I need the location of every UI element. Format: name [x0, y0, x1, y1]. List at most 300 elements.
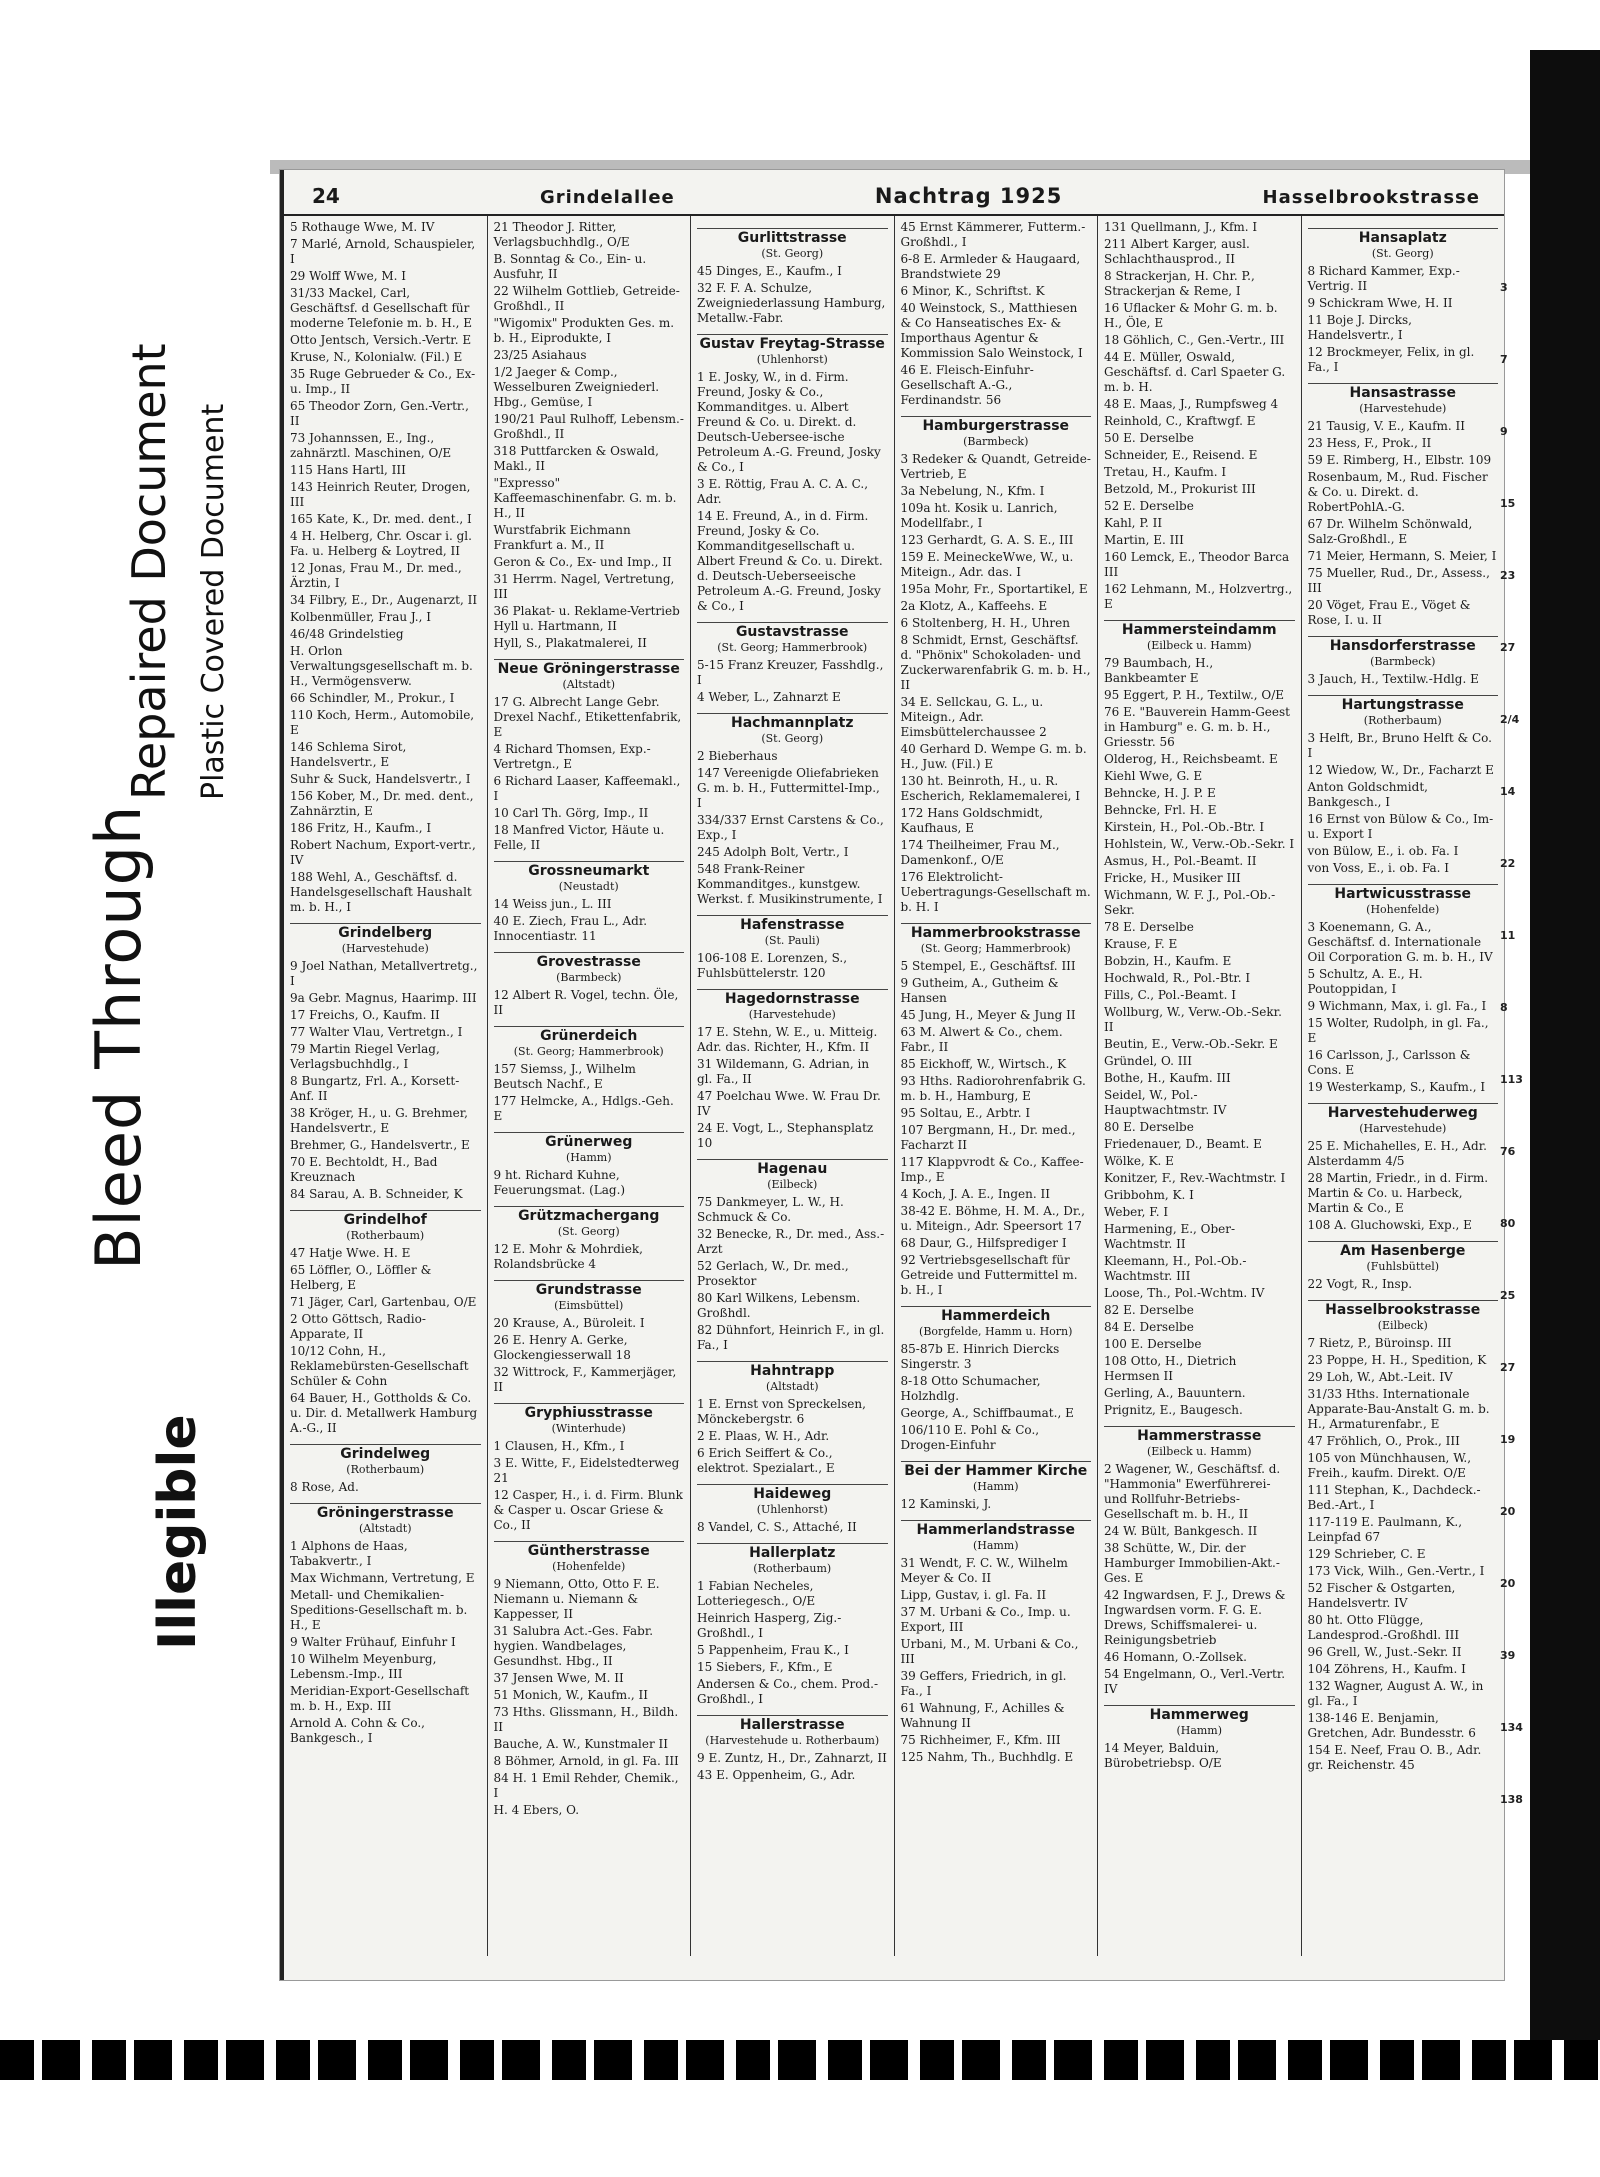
directory-entry: Arnold A. Cohn & Co., Bankgesch., I	[290, 1716, 425, 1745]
directory-entry: 28 Martin, Friedr., in d. Firm. Martin & Co. u. Harbeck, Martin & Co., E	[1307, 1171, 1489, 1215]
directory-entry: 117-119 E. Paulmann, K., Leinpfad 67	[1307, 1515, 1463, 1544]
street-section-heading	[290, 923, 481, 955]
street-name: Hammersteindamm	[1121, 622, 1277, 638]
directory-entry: Schneider, E., Reisend. E	[1104, 448, 1258, 462]
directory-entry: 93 Hths. Radiorohrenfabrik G. m. b. H., Hamburg, E	[900, 1074, 1086, 1103]
directory-entry: 130 ht. Beinroth, H., u. R. Escherich, Reklamemalerei, I	[900, 774, 1081, 803]
directory-entry: 73 Johannssen, E., Ing., zahnärztl. Maschinen, O/E	[290, 431, 452, 460]
directory-entry: 105 von Münchhausen, W., Freih., kaufm. Direkt. O/E	[1307, 1451, 1472, 1480]
street-section-heading	[494, 1541, 685, 1573]
directory-column	[691, 216, 895, 1956]
directory-entry: 172 Hans Goldschmidt, Kaufhaus, E	[900, 806, 1044, 835]
page-header	[284, 170, 1504, 216]
district-name: (Eimsbüttel)	[554, 1299, 624, 1312]
directory-entry: Behncke, H. J. P. E	[1104, 786, 1216, 800]
directory-entry: 35 Ruge Gebrueder & Co., Ex- u. Imp., II	[290, 367, 476, 396]
peek-number: 14	[1500, 785, 1516, 798]
directory-entry: 186 Fritz, H., Kaufm., I	[290, 821, 432, 835]
peek-number: 23	[1500, 569, 1516, 582]
directory-entry: 26 E. Henry A. Gerke, Glockengiesserwall 18	[493, 1333, 631, 1362]
district-name: (Fuhlsbüttel)	[1366, 1260, 1440, 1273]
directory-entry: 71 Meier, Hermann, S. Meier, I	[1307, 549, 1497, 563]
peek-number: 3	[1500, 281, 1508, 294]
directory-entry: 147 Vereenigde Oliefabrieken G. m. b. H., Futtermittel-Imp., I	[697, 766, 880, 810]
directory-entry: 6 Erich Seiffert & Co., elektrot. Spezialart., E	[697, 1446, 835, 1475]
directory-entry: 12 Albert R. Vogel, techn. Öle, II	[493, 988, 679, 1017]
directory-entry: 109a ht. Kosik u. Lanrich, Modellfabr., I	[900, 501, 1058, 530]
street-section-heading	[1104, 1705, 1295, 1737]
directory-entry: 79 Martin Riegel Verlag, Verlagsbuchhdlg., I	[290, 1042, 440, 1071]
directory-entry: 38-42 E. Böhme, H. M. A., Dr., u. Miteign., Adr. Speersort 17	[900, 1204, 1085, 1233]
directory-entry: 12 Kaminski, J.	[900, 1497, 992, 1511]
directory-entry: 104 Zöhrens, H., Kaufm. I	[1307, 1662, 1466, 1676]
street-name: Hasselbrookstrasse	[1325, 1302, 1481, 1318]
street-section-heading	[901, 1306, 1092, 1338]
street-name: Hagedornstrasse	[724, 991, 860, 1007]
directory-entry: Bothe, H., Kaufm. III	[1104, 1071, 1231, 1085]
directory-entry: Kruse, N., Kolonialw. (Fil.) E	[290, 350, 463, 364]
district-name: (Eilbeck u. Hamm)	[1146, 639, 1252, 652]
directory-entry: 106/110 E. Pohl & Co., Drogen-Einfuhr	[900, 1423, 1040, 1452]
directory-entry: Reinhold, C., Kraftwgf. E	[1104, 414, 1256, 428]
directory-entry: H. 4 Ebers, O.	[493, 1803, 580, 1817]
street-section-heading	[1104, 1426, 1295, 1458]
directory-entry: 4 Koch, J. A. E., Ingen. II	[900, 1187, 1050, 1201]
directory-entry: 1 Clausen, H., Kfm., I	[493, 1439, 625, 1453]
directory-entry: 9 Wichmann, Max, i. gl. Fa., I	[1307, 999, 1487, 1013]
directory-entry: 131 Quellmann, J., Kfm. I	[1104, 220, 1258, 234]
directory-entry: 18 Göhlich, C., Gen.-Vertr., III	[1104, 333, 1285, 347]
street-section-heading	[494, 1132, 685, 1164]
directory-entry: 174 Theilheimer, Frau M., Damenkonf., O/E	[900, 838, 1060, 867]
street-name: Hammerweg	[1149, 1707, 1249, 1723]
district-name: (Altstadt)	[765, 1380, 819, 1393]
directory-entry: 12 E. Mohr & Mohrdiek, Rolandsbrücke 4	[493, 1242, 643, 1271]
directory-entry: 46 Homann, O.-Zollsek.	[1104, 1650, 1247, 1664]
directory-entry: Gribbohm, K. I	[1104, 1188, 1194, 1202]
street-section-heading	[697, 1361, 888, 1393]
street-name: Grützmachergang	[518, 1208, 660, 1224]
directory-entry: 19 Westerkamp, S., Kaufm., I	[1307, 1080, 1486, 1094]
directory-entry: 9a Gebr. Magnus, Haarimp. III	[290, 991, 477, 1005]
peek-number: 27	[1500, 641, 1516, 654]
district-name: (St. Pauli)	[764, 934, 820, 947]
district-name: (Borgfelde, Hamm u. Horn)	[919, 1325, 1073, 1338]
directory-entry: 6 Stoltenberg, H. H., Uhren	[900, 616, 1070, 630]
street-name: Hagenau	[757, 1161, 828, 1177]
street-section-heading	[697, 1715, 888, 1747]
street-name: Grundstrasse	[535, 1282, 642, 1298]
directory-entry: 132 Wagner, August A. W., in gl. Fa., I	[1307, 1679, 1484, 1708]
directory-entry: 9 Niemann, Otto, Otto F. E. Niemann u. Niemann & Kappesser, II	[493, 1577, 660, 1621]
directory-entry: 47 Fröhlich, O., Prok., III	[1307, 1434, 1460, 1448]
directory-entry: 7 Rietz, P., Büroinsp. III	[1307, 1336, 1452, 1350]
directory-entry: 20 Krause, A., Büroleit. I	[493, 1316, 645, 1330]
directory-entry: Lipp, Gustav, i. gl. Fa. II	[900, 1588, 1047, 1602]
directory-entry: 12 Casper, H., i. d. Firm. Blunk & Casper u. Oscar Griese & Co., II	[493, 1488, 683, 1532]
directory-entry: 8 Strackerjan, H. Chr. P., Strackerjan & Reme, I	[1104, 269, 1255, 298]
directory-entry: 160 Lemck, E., Theodor Barca III	[1104, 550, 1290, 579]
directory-entry: 10 Carl Th. Görg, Imp., II	[493, 806, 649, 820]
street-name: Grindelberg	[338, 925, 433, 941]
directory-entry: 14 E. Freund, A., in d. Firm. Freund, Josky & Co. Kommanditgesellschaft u. Albert Freund & Co. u. Direkt. d. Deutsch-Ueberseeische Petroleum A.-G. Freund, Josky & Co., I	[697, 509, 883, 613]
directory-entry: Metall- und Chemikalien-Speditions-Gesellschaft m. b. H., E	[290, 1588, 468, 1632]
directory-entry: Geron & Co., Ex- und Imp., II	[493, 555, 672, 569]
district-name: (Hamm)	[972, 1539, 1019, 1552]
street-section-heading	[290, 1210, 481, 1242]
directory-entry: Wollburg, W., Verw.-Ob.-Sekr. II	[1104, 1005, 1282, 1034]
directory-entry: H. Orlon Verwaltungsgesellschaft m. b. H., Vermögensverw.	[290, 644, 473, 688]
directory-entry: Olderog, H., Reichsbeamt. E	[1104, 752, 1278, 766]
directory-entry: 1 Fabian Necheles, Lotteriegesch., O/E	[697, 1579, 816, 1608]
directory-entry: 25 E. Michahelles, E. H., Adr. Alsterdamm 4/5	[1307, 1139, 1487, 1168]
directory-entry: 65 Theodor Zorn, Gen.-Vertr., II	[290, 399, 469, 428]
directory-entry: 6 Richard Laaser, Kaffeemakl., I	[493, 774, 681, 803]
directory-entry: 5 Stempel, E., Geschäftsf. III	[900, 959, 1076, 973]
peek-number: 113	[1500, 1073, 1523, 1086]
directory-entry: Harmening, E., Ober-Wachtmstr. II	[1104, 1222, 1236, 1251]
district-name: (Winterhude)	[551, 1422, 626, 1435]
directory-entry: 84 H. 1 Emil Rehder, Chemik., I	[493, 1771, 679, 1800]
street-name: Bei der Hammer Kirche	[904, 1463, 1088, 1479]
district-name: (St. Georg; Hammerbrook)	[717, 641, 868, 654]
directory-entry: 17 Freichs, O., Kaufm. II	[290, 1008, 440, 1022]
directory-entry: 548 Frank-Reiner Kommanditges., kunstgew. Werkst. f. Musikinstrumente, I	[697, 862, 883, 906]
directory-entry: Weber, F. I	[1104, 1205, 1169, 1219]
district-name: (Hohenfelde)	[552, 1560, 626, 1573]
directory-entry: 10/12 Cohn, H., Reklamebürsten-Gesellschaft Schüler & Cohn	[290, 1344, 469, 1388]
directory-entry: 22 Vogt, R., Insp.	[1307, 1277, 1413, 1291]
directory-entry: 68 Daur, G., Hilfsprediger I	[900, 1236, 1067, 1250]
directory-entry: 176 Elektrolicht-Uebertragungs-Gesellschaft m. b. H. I	[900, 870, 1091, 914]
street-name: Hammerbrookstrasse	[910, 925, 1081, 941]
peek-number: 9	[1500, 425, 1508, 438]
district-name: (Rotherbaum)	[753, 1562, 832, 1575]
directory-entry: Prignitz, E., Baugesch.	[1104, 1403, 1243, 1417]
street-name: Gryphiusstrasse	[524, 1405, 653, 1421]
directory-entry: 80 ht. Otto Flügge, Landesprod.-Großhdl. III	[1307, 1613, 1460, 1642]
directory-entry: 318 Puttfarcken & Oswald, Makl., II	[493, 444, 659, 473]
directory-entry: 16 Ernst von Bülow & Co., Im- u. Export I	[1307, 812, 1494, 841]
directory-entry: 12 Wiedow, W., Dr., Facharzt E	[1307, 763, 1494, 777]
directory-entry: 8 Bungartz, Frl. A., Korsett-Anf. II	[290, 1074, 460, 1103]
street-name: Hartungstrasse	[1341, 697, 1464, 713]
directory-entry: 20 Vöget, Frau E., Vöget & Rose, I. u. II	[1307, 598, 1471, 627]
street-section-heading	[494, 861, 685, 893]
directory-entry: Behncke, Frl. H. E	[1104, 803, 1217, 817]
street-name: Hansaplatz	[1358, 230, 1447, 246]
directory-entry: von Bülow, E., i. ob. Fa. I	[1307, 844, 1459, 858]
street-section-heading	[901, 1520, 1092, 1552]
directory-entry: Seidel, W., Pol.-Hauptwachtmstr. IV	[1104, 1088, 1227, 1117]
directory-entry: 8-18 Otto Schumacher, Holzhdlg.	[900, 1374, 1041, 1403]
next-page-edge	[1500, 280, 1530, 1980]
directory-entry: 42 Ingwardsen, F. J., Drews & Ingwardsen vorm. F. G. E. Drews, Schiffsmalerei- u. Reinigungsbetrieb	[1104, 1588, 1286, 1647]
directory-entry: Martin, E. III	[1104, 533, 1184, 547]
directory-entry: 51 Monich, W., Kaufm., II	[493, 1688, 649, 1702]
directory-entry: 31 Wildemann, G. Adrian, in gl. Fa., II	[697, 1057, 870, 1086]
district-name: (Harvestehude)	[748, 1008, 836, 1021]
street-name: Gustav Freytag-Strasse	[699, 336, 885, 352]
street-name: Hahntrapp	[750, 1363, 835, 1379]
street-section-heading	[494, 1403, 685, 1435]
street-section-heading	[697, 915, 888, 947]
directory-entry: 48 E. Maas, J., Rumpfsweg 4	[1104, 397, 1279, 411]
directory-entry: Beutin, E., Verw.-Ob.-Sekr. E	[1104, 1037, 1278, 1051]
directory-entry: 50 E. Derselbe	[1104, 431, 1194, 445]
directory-entry: 115 Hans Hartl, III	[290, 463, 406, 477]
directory-entry: 129 Schrieber, C. E	[1307, 1547, 1426, 1561]
directory-entry: 95 Eggert, P. H., Textilw., O/E	[1104, 688, 1285, 702]
directory-column	[284, 216, 488, 1956]
directory-entry: B. Sonntag & Co., Ein- u. Ausfuhr, II	[493, 252, 647, 281]
directory-entry: 38 Schütte, W., Dir. der Hamburger Immobilien-Akt.-Ges. E	[1104, 1541, 1280, 1585]
district-name: (Eilbeck u. Hamm)	[1146, 1445, 1252, 1458]
directory-entry: 16 Carlsson, J., Carlsson & Cons. E	[1307, 1048, 1471, 1077]
directory-entry: 177 Helmcke, A., Hdlgs.-Geh. E	[493, 1094, 674, 1123]
directory-entry: 31 Herrm. Nagel, Vertretung, III	[493, 572, 675, 601]
bleed-through-stamp: Bleed Through	[82, 804, 155, 1270]
directory-entry: Friedenauer, D., Beamt. E	[1104, 1137, 1262, 1151]
left-street-heading: Grindelallee	[539, 187, 675, 208]
directory-entry: 95 Soltau, E., Arbtr. I	[900, 1106, 1031, 1120]
directory-entry: 65 Löffler, O., Löffler & Helberg, E	[290, 1263, 432, 1292]
directory-entry: 9 Joel Nathan, Metallvertretg., I	[290, 959, 478, 988]
directory-entry: 107 Bergmann, H., Dr. med., Facharzt II	[900, 1123, 1076, 1152]
street-name: Grünerweg	[545, 1134, 633, 1150]
illegible-stamp: Illegible	[148, 1414, 208, 1650]
directory-entry: Loose, Th., Pol.-Wchtm. IV	[1104, 1286, 1265, 1300]
street-name: Hammerdeich	[941, 1308, 1051, 1324]
directory-entry: 78 E. Derselbe	[1104, 920, 1194, 934]
street-name: Hansastrasse	[1349, 385, 1456, 401]
directory-entry: 8 Böhmer, Arnold, in gl. Fa. III	[493, 1754, 679, 1768]
district-name: (St. Georg)	[1371, 247, 1434, 260]
directory-entry: Urbani, M., M. Urbani & Co., III	[900, 1637, 1079, 1666]
directory-entry: 80 E. Derselbe	[1104, 1120, 1194, 1134]
directory-entry: Fricke, H., Musiker III	[1104, 871, 1241, 885]
directory-entry: Bauche, A. W., Kunstmaler II	[493, 1737, 668, 1751]
directory-entry: 32 Wittrock, F., Kammerjäger, II	[493, 1365, 677, 1394]
directory-entry: 334/337 Ernst Carstens & Co., Exp., I	[697, 813, 884, 842]
directory-entry: 5 Rothauge Wwe, M. IV	[290, 220, 435, 234]
directory-entry: 37 Jensen Wwe, M. II	[493, 1671, 624, 1685]
directory-entry: 1 Alphons de Haas, Tabakvertr., I	[290, 1539, 408, 1568]
scan-edge-right	[1530, 50, 1600, 2050]
street-section-heading	[1308, 884, 1499, 916]
street-name: Hachmannplatz	[730, 715, 854, 731]
street-section-heading	[697, 989, 888, 1021]
directory-entry: Rosenbaum, M., Rud. Fischer & Co. u. Direkt. d. RobertPohlA.-G.	[1307, 470, 1488, 514]
directory-entry: Wichmann, W. F. J., Pol.-Ob.-Sekr.	[1104, 888, 1276, 917]
peek-number: 7	[1500, 353, 1508, 366]
district-name: (Harvestehude)	[1359, 402, 1447, 415]
peek-number: 15	[1500, 497, 1516, 510]
directory-entry: Kolbenmüller, Frau J., I	[290, 610, 431, 624]
street-name: Hafenstrasse	[740, 917, 845, 933]
directory-entry: 52 Gerlach, W., Dr. med., Prosektor	[697, 1259, 849, 1288]
directory-entry: Gründel, O. III	[1104, 1054, 1193, 1068]
directory-entry: 14 Weiss jun., L. III	[493, 897, 612, 911]
street-name: Haideweg	[753, 1486, 832, 1502]
directory-entry: 165 Kate, K., Dr. med. dent., I	[290, 512, 472, 526]
street-name: Hamburgerstrasse	[922, 418, 1070, 434]
directory-page	[280, 170, 1504, 1980]
peek-number: 39	[1500, 1649, 1516, 1662]
directory-entry: 1 E. Josky, W., in d. Firm. Freund, Josky & Co., Kommanditges. u. Albert Freund & Co. u. Direkt. d. Deutsch-Uebersee-ische Petroleum A.-G. Freund, Josky & Co., I	[697, 370, 881, 474]
directory-entry: 138-146 E. Benjamin, Gretchen, Adr. Bundesstr. 6	[1307, 1711, 1476, 1740]
repaired-document-stamp: Repaired Document	[122, 343, 176, 800]
directory-entry: 9 ht. Richard Kuhne, Feuerungsmat. (Lag.)	[493, 1168, 626, 1197]
directory-entry: 18 Manfred Victor, Häute u. Felle, II	[493, 823, 665, 852]
directory-entry: 12 Brockmeyer, Felix, in gl. Fa., I	[1307, 345, 1475, 374]
district-name: (Rotherbaum)	[346, 1229, 425, 1242]
directory-entry: 47 Hatje Wwe. H. E	[290, 1246, 411, 1260]
street-name: Gustavstrasse	[735, 624, 849, 640]
directory-entry: 1/2 Jaeger & Comp., Wesselburen Zweigniederl. Hbg., Gemüse, I	[493, 365, 660, 409]
street-section-heading	[901, 416, 1092, 448]
directory-entry: 6 Minor, K., Schriftst. K	[900, 284, 1045, 298]
district-name: (St. Georg)	[761, 247, 824, 260]
directory-entry: 7 Marlé, Arnold, Schauspieler, I	[290, 237, 476, 266]
district-name: (Altstadt)	[358, 1522, 412, 1535]
directory-entry: "Expresso" Kaffeemaschinenfabr. G. m. b. H., II	[493, 476, 677, 520]
directory-entry: 3 E. Witte, F., Eidelstedterweg 21	[493, 1456, 680, 1485]
district-name: (Hohenfelde)	[1366, 903, 1440, 916]
district-name: (Eilbeck)	[767, 1178, 818, 1191]
directory-entry: 40 Gerhard D. Wempe G. m. b. H., Juw. (Fil.) E	[900, 742, 1087, 771]
street-name: Grünerdeich	[540, 1028, 638, 1044]
district-name: (St. Georg; Hammerbrook)	[513, 1045, 664, 1058]
directory-column	[488, 216, 692, 1956]
street-name: Am Hasenberge	[1340, 1243, 1466, 1259]
directory-entry: Bobzin, H., Kaufm. E	[1104, 954, 1232, 968]
directory-entry: 24 W. Bült, Bankgesch. II	[1104, 1524, 1258, 1538]
directory-entry: 12 Jonas, Frau M., Dr. med., Ärztin, I	[290, 561, 462, 590]
directory-entry: 47 Poelchau Wwe. W. Frau Dr. IV	[697, 1089, 881, 1118]
directory-entry: Kiehl Wwe, G. E	[1104, 769, 1203, 783]
district-name: (Harvestehude)	[341, 942, 429, 955]
directory-entry: 6-8 E. Armleder & Haugaard, Brandstwiete 29	[900, 252, 1081, 281]
directory-entry: 31/33 Mackel, Carl, Geschäftsf. d Gesellschaft für moderne Telefonie m. b. H., E	[290, 286, 473, 330]
directory-entry: Wölke, K. E	[1104, 1154, 1174, 1168]
directory-entry: 64 Bauer, H., Gottholds & Co. u. Dir. d. Metallwerk Hamburg A.-G., II	[290, 1391, 478, 1435]
district-name: (St. Georg)	[557, 1225, 620, 1238]
street-name: Hartwicusstrasse	[1334, 886, 1472, 902]
directory-entry: 23 Poppe, H. H., Spedition, K	[1307, 1353, 1487, 1367]
directory-entry: 46/48 Grindelstieg	[290, 627, 404, 641]
directory-entry: 146 Schlema Sirot, Handelsvertr., E	[290, 740, 407, 769]
street-section-heading	[697, 334, 888, 366]
directory-column	[895, 216, 1099, 1956]
directory-entry: 3 E. Röttig, Frau A. C. A. C., Adr.	[697, 477, 869, 506]
directory-entry: 52 E. Derselbe	[1104, 499, 1194, 513]
directory-entry: 123 Gerhardt, G. A. S. E., III	[900, 533, 1074, 547]
directory-entry: 96 Grell, W., Just.-Sekr. II	[1307, 1645, 1462, 1659]
directory-entry: 111 Stephan, K., Dachdeck.-Bed.-Art., I	[1307, 1483, 1481, 1512]
street-section-heading	[1308, 228, 1499, 260]
district-name: (Hamm)	[972, 1480, 1019, 1493]
directory-entry: Kahl, P. II	[1104, 516, 1163, 530]
directory-entry: 9 Gutheim, A., Gutheim & Hansen	[900, 976, 1059, 1005]
directory-entry: 3 Redeker & Quandt, Getreide-Vertrieb, E	[900, 452, 1091, 481]
street-name: Gröningerstrasse	[316, 1505, 454, 1521]
directory-entry: 4 Richard Thomsen, Exp.-Vertretgn., E	[493, 742, 651, 771]
directory-entry: 5 Pappenheim, Frau K., I	[697, 1643, 849, 1657]
district-name: (St. Georg; Hammerbrook)	[920, 942, 1071, 955]
directory-entry: 3a Nebelung, N., Kfm. I	[900, 484, 1045, 498]
directory-entry: George, A., Schiffbaumat., E	[900, 1406, 1074, 1420]
directory-entry: 8 Vandel, C. S., Attaché, II	[697, 1520, 857, 1534]
directory-entry: 1 E. Ernst von Spreckelsen, Mönckebergstr. 6	[697, 1397, 866, 1426]
district-name: (Hamm)	[565, 1151, 612, 1164]
directory-entry: Asmus, H., Pol.-Beamt. II	[1104, 854, 1257, 868]
directory-entry: 70 E. Bechtoldt, H., Bad Kreuznach	[290, 1155, 438, 1184]
street-section-heading	[697, 1484, 888, 1516]
directory-entry: 46 E. Fleisch-Einfuhr-Gesellschaft A.-G., Ferdinandstr. 56	[900, 363, 1034, 407]
directory-entry: 32 F. F. A. Schulze, Zweigniederlassung Hamburg, Metallw.-Fabr.	[697, 281, 886, 325]
peek-number: 2/4	[1500, 713, 1520, 726]
directory-entry: 15 Wolter, Rudolph, in gl. Fa., E	[1307, 1016, 1489, 1045]
directory-entry: 24 E. Vogt, L., Stephansplatz 10	[697, 1121, 874, 1150]
directory-entry: 2a Klotz, A., Kaffeehs. E	[900, 599, 1048, 613]
directory-entry: 17 E. Stehn, W. E., u. Mitteig. Adr. das. Richter, H., Kfm. II	[697, 1025, 878, 1054]
directory-entry: 21 Theodor J. Ritter, Verlagsbuchhdlg., O/E	[493, 220, 630, 249]
directory-entry: 82 E. Derselbe	[1104, 1303, 1194, 1317]
street-name: Hammerstrasse	[1137, 1428, 1262, 1444]
scan-edge-bottom	[0, 2040, 1600, 2080]
peek-number: 20	[1500, 1505, 1516, 1518]
directory-entry: 17 G. Albrecht Lange Gebr. Drexel Nachf., Etikettenfabrik, E	[493, 695, 682, 739]
directory-entry: 61 Wahnung, F., Achilles & Wahnung II	[900, 1701, 1065, 1730]
directory-entry: 34 E. Sellckau, G. L., u. Miteign., Adr. Eimsbüttelerchaussee 2	[900, 695, 1047, 739]
street-name: Grindelhof	[343, 1212, 427, 1228]
district-name: (St. Georg)	[761, 732, 824, 745]
directory-entry: 37 M. Urbani & Co., Imp. u. Export, III	[900, 1605, 1071, 1634]
directory-entry: Betzold, M., Prokurist III	[1104, 482, 1256, 496]
peek-number: 134	[1500, 1721, 1523, 1734]
street-section-heading	[697, 622, 888, 654]
directory-entry: 75 Richheimer, F., Kfm. III	[900, 1733, 1061, 1747]
street-section-heading	[1308, 636, 1499, 668]
directory-entry: 77 Walter Vlau, Vertretgn., I	[290, 1025, 463, 1039]
directory-entry: 31 Salubra Act.-Ges. Fabr. hygien. Wandbelages, Gesundhst. Hbg., II	[493, 1624, 654, 1668]
directory-entry: 15 Siebers, F., Kfm., E	[697, 1660, 833, 1674]
street-name: Grindelweg	[340, 1446, 431, 1462]
street-name: Güntherstrasse	[527, 1543, 650, 1559]
directory-entry: 66 Schindler, M., Prokur., I	[290, 691, 455, 705]
directory-entry: Andersen & Co., chem. Prod.-Großhdl., I	[697, 1677, 878, 1706]
directory-entry: 32 Benecke, R., Dr. med., Ass.-Arzt	[697, 1227, 885, 1256]
directory-entry: 9 E. Zuntz, H., Dr., Zahnarzt, II	[697, 1751, 887, 1765]
directory-entry: Brehmer, G., Handelsvertr., E	[290, 1138, 470, 1152]
street-section-heading	[494, 659, 685, 691]
directory-entry: 10 Wilhelm Meyenburg, Lebensm.-Imp., III	[290, 1652, 437, 1681]
street-name: Grossneumarkt	[528, 863, 650, 879]
street-section-heading	[494, 952, 685, 984]
directory-entry: Kirstein, H., Pol.-Ob.-Btr. I	[1104, 820, 1265, 834]
directory-entry: 38 Kröger, H., u. G. Brehmer, Handelsvertr., E	[290, 1106, 468, 1135]
district-name: (Rotherbaum)	[1363, 714, 1442, 727]
street-section-heading	[1308, 1103, 1499, 1135]
directory-entry: 2 Wagener, W., Geschäftsf. d. "Hammonia" Ewerführerei- und Rollfuhr-Betriebs-Gesellschaft m. b. H., II	[1104, 1462, 1281, 1521]
street-section-heading	[901, 923, 1092, 955]
directory-entry: 125 Nahm, Th., Buchhdlg. E	[900, 1750, 1074, 1764]
directory-entry: 8 Rose, Ad.	[290, 1480, 359, 1494]
peek-number: 8	[1500, 1001, 1508, 1014]
street-section-heading	[1308, 383, 1499, 415]
directory-entry: Otto Jentsch, Versich.-Vertr. E	[290, 333, 472, 347]
